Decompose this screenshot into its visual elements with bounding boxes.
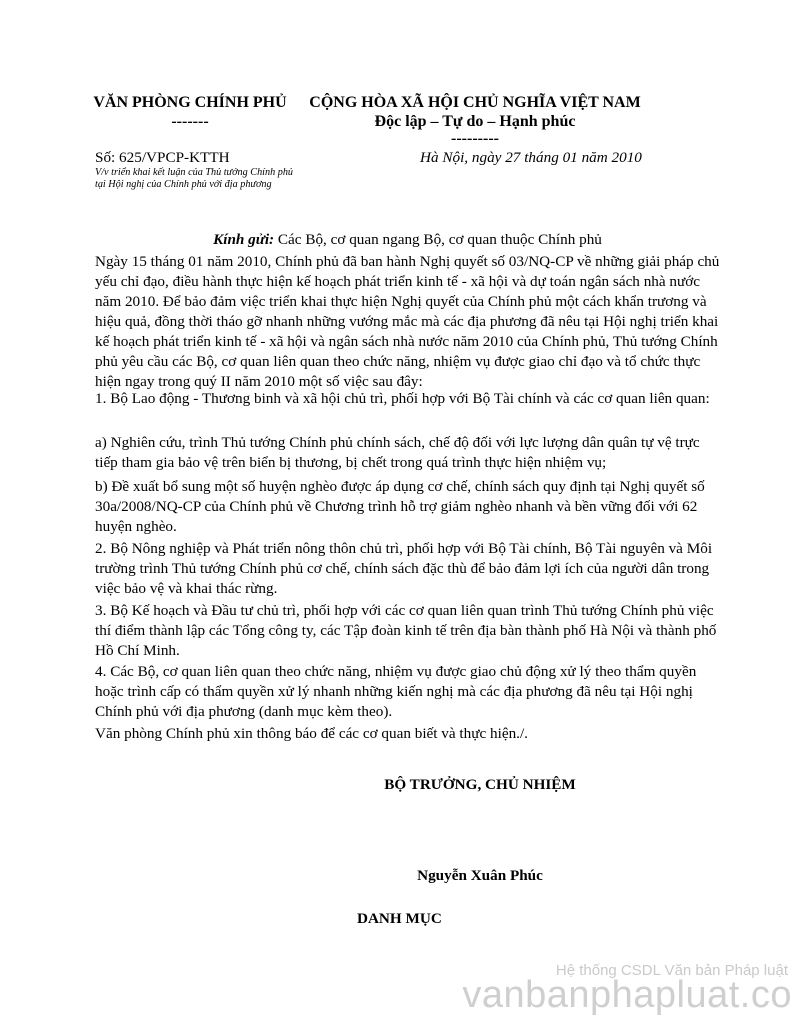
intro-paragraph: Ngày 15 tháng 01 năm 2010, Chính phủ đã ban hành Nghị quyết số 03/NQ-CP về những giải pháp chủ yếu chỉ đạo, điều hành thực hiện kế hoạch phát triển kinh tế - xã hội và dự toán ngân sách nhà nước năm 2010. Để bảo đảm việc triển khai thực hiện Nghị quyết của Chính phủ một cách khẩn trương và hiệu quả, đồng thời tháo gỡ nhanh những vướng mắc mà các địa phương đã nêu tại Hội nghị triển khai kế hoạch phát triển kinh tế - xã hội và ngân sách nhà nước năm 2010 của Chính phủ, Thủ tướng Chính phủ yêu cầu các Bộ, cơ quan liên quan theo chức năng, nhiệm vụ được giao chỉ đạo và tổ chức thực hiện ngay trong quý II năm 2010 một số việc sau đây: xyxy=(95,253,720,390)
item-1: 1. Bộ Lao động - Thương binh và xã hội chủ trì, phối hợp với Bộ Tài chính và các cơ quan liên quan: xyxy=(95,390,710,407)
recipient-line xyxy=(95,231,720,249)
appendix-title: DANH MỤC xyxy=(357,910,442,927)
document-number: Số: 625/VPCP-KTTH xyxy=(95,149,230,166)
recipient-value: Các Bộ, cơ quan ngang Bộ, cơ quan thuộc Chính phủ xyxy=(274,231,602,248)
item-1b: b) Đề xuất bổ sung một số huyện nghèo được áp dụng cơ chế, chính sách quy định tại Nghị quyết số 30a/2008/NQ-CP của Chính phủ về Chương trình hỗ trợ giảm nghèo nhanh và bền vững đối với 62 huyện nghèo. xyxy=(95,478,705,535)
watermark-line-1: Hệ thống CSDL Văn bản Pháp luật xyxy=(555,962,788,979)
closing-paragraph: Văn phòng Chính phủ xin thông báo để các cơ quan biết và thực hiện./. xyxy=(95,725,528,742)
national-title: CỘNG HÒA XÃ HỘI CHỦ NGHĨA VIỆT NAM xyxy=(309,94,641,111)
item-3: 3. Bộ Kế hoạch và Đầu tư chủ trì, phối hợp với các cơ quan liên quan trình Thủ tướng Chính phủ việc thí điểm thành lập các Tổng công ty, các Tập đoàn kinh tế trên địa bàn thành phố Hà Nội và thành phố Hồ Chí Minh. xyxy=(95,602,717,659)
place-and-date: Hà Nội, ngày 27 tháng 01 năm 2010 xyxy=(420,149,642,166)
agency-separator: ------- xyxy=(171,113,209,130)
national-motto: Độc lập – Tự do – Hạnh phúc xyxy=(374,113,576,130)
item-1a: a) Nghiên cứu, trình Thủ tướng Chính phủ chính sách, chế độ đối với lực lượng dân quân tự vệ trực tiếp tham gia bảo vệ trên biển bị thương, bị chết trong quá trình thực hiện nhiệm vụ; xyxy=(95,434,700,471)
signer-title: BỘ TRƯỞNG, CHỦ NHIỆM xyxy=(384,776,576,793)
item-2: 2. Bộ Nông nghiệp và Phát triển nông thôn chủ trì, phối hợp với Bộ Tài chính, Bộ Tài nguyên và Môi trường trình Thủ tướng Chính phủ cơ chế, chính sách đặc thù để bảo đảm lợi ích của người dân trong việc bảo vệ và khai thác rừng. xyxy=(95,540,713,597)
recipient-label: Kính gửi: xyxy=(213,231,275,248)
issuing-agency: VĂN PHÒNG CHÍNH PHỦ xyxy=(93,94,287,111)
signer-name: Nguyễn Xuân Phúc xyxy=(417,867,543,884)
motto-separator: --------- xyxy=(451,130,499,147)
document-subject: V/v triển khai kết luận của Thủ tướng Chính phủ tại Hội nghị của Chính phủ với địa phương xyxy=(95,167,294,190)
item-4: 4. Các Bộ, cơ quan liên quan theo chức năng, nhiệm vụ được giao chủ động xử lý theo thẩm quyền hoặc trình cấp có thẩm quyền xử lý nhanh những kiến nghị mà các địa phương đã nêu tại Hội nghị Chính phủ với địa phương (danh mục kèm theo). xyxy=(95,663,697,720)
watermark-line-2: vanbanphapluat.co xyxy=(462,974,792,1016)
